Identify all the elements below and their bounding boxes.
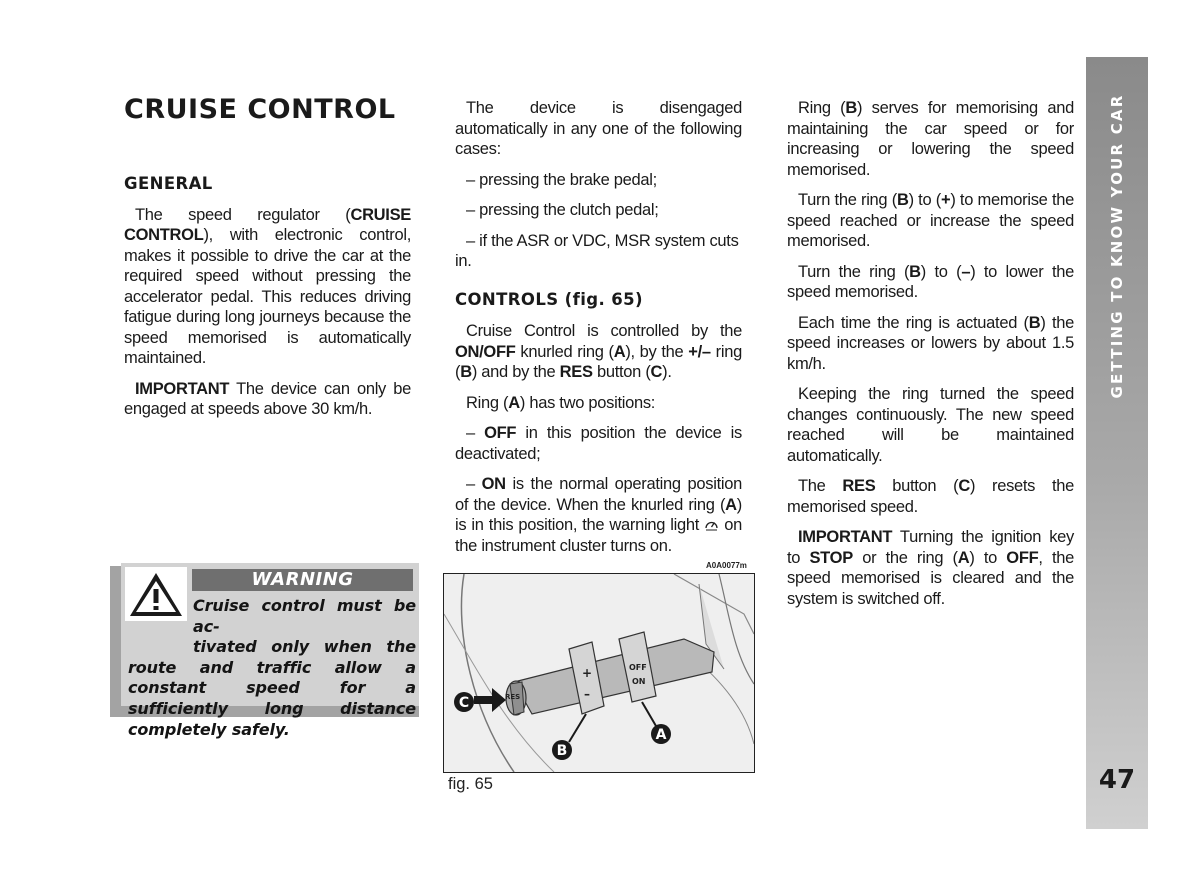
figure-65-illustration bbox=[443, 573, 755, 773]
list-item-clutch: – pressing the clutch pedal; bbox=[466, 201, 659, 219]
column-ring-b bbox=[787, 98, 1074, 619]
cruise-warning-light-icon bbox=[704, 518, 719, 531]
heading-controls: CONTROLS (fig. 65) bbox=[455, 289, 643, 309]
paragraph-off-position: – OFF in this position the device is deactivated; bbox=[455, 424, 742, 463]
paragraph-general: The speed regulator (CRUISE CONTROL), with electronic control, makes it possible to drive the car at the required speed without pressing the accelerator pedal. This reduces driving fatigue during long journeys because the speed memorised is automatically maintained. bbox=[124, 205, 411, 367]
column-disengage-controls bbox=[455, 98, 742, 566]
warning-text: Cruise control must be ac- tivated only when the route and traffic allow a constant speed for a sufficiently long distance completely safely. bbox=[128, 596, 416, 739]
paragraph-on-position: – ON is the normal operating position of the device. When the knurled ring (A) is in this position, the warning light on the instrument cluster turns on. bbox=[455, 475, 742, 555]
label-b: B bbox=[556, 743, 568, 759]
ring-b-minus: – bbox=[584, 687, 590, 701]
page-title: CRUISE CONTROL bbox=[124, 94, 396, 125]
page-number: 47 bbox=[1098, 765, 1136, 795]
heading-general: GENERAL bbox=[124, 174, 213, 193]
paragraph-ring-continuous: Keeping the ring turned the speed changes continuously. The new speed reached will be maintained automatically. bbox=[787, 385, 1074, 465]
res-button-label: RES bbox=[505, 693, 521, 701]
label-a: A bbox=[655, 727, 667, 743]
figure-code: A0A0077m bbox=[706, 561, 747, 570]
warning-header: WARNING bbox=[192, 569, 413, 591]
ring-a-off: OFF bbox=[629, 663, 647, 672]
list-item-brake: – pressing the brake pedal; bbox=[466, 170, 657, 189]
figure-caption: fig. 65 bbox=[448, 775, 493, 793]
paragraph-disengage-intro: The device is disengaged automatically in any one of the following cases: bbox=[455, 99, 742, 158]
paragraph-ring-plus: Turn the ring (B) to (+) to memorise the speed reached or increase the speed memorised. bbox=[787, 191, 1075, 250]
paragraph-important-reset: IMPORTANT Turning the ignition key to STOP or the ring (A) to OFF, the speed memorised is cleared and the system is switched off. bbox=[787, 528, 1074, 608]
column-general bbox=[124, 174, 411, 430]
ring-b-plus: + bbox=[582, 666, 593, 680]
paragraph-ring-a-positions: Ring (A) has two positions: bbox=[466, 393, 656, 412]
label-c: C bbox=[458, 695, 470, 711]
paragraph-ring-minus: Turn the ring (B) to (–) to lower the speed memorised. bbox=[787, 262, 1074, 301]
paragraph-ring-b: Ring (B) serves for memorising and maintaining the car speed or for increasing or lowering the speed memorised. bbox=[787, 99, 1074, 179]
paragraph-ring-increment: Each time the ring is actuated (B) the speed increases or lowers by about 1.5 km/h. bbox=[787, 313, 1074, 373]
paragraph-controls: Cruise Control is controlled by the ON/OFF knurled ring (A), by the +/– ring (B) and by the RES button (C). bbox=[455, 322, 742, 381]
section-side-label: GETTING TO KNOW YOUR CAR bbox=[1108, 93, 1126, 399]
ring-a-on: ON bbox=[632, 677, 646, 686]
paragraph-important-engage: IMPORTANT The device can only be engaged at speeds above 30 km/h. bbox=[124, 379, 411, 418]
list-item-asr: – if the ASR or VDC, MSR system cuts in. bbox=[455, 231, 739, 270]
paragraph-res-button: The RES button (C) resets the memorised speed. bbox=[787, 477, 1074, 516]
